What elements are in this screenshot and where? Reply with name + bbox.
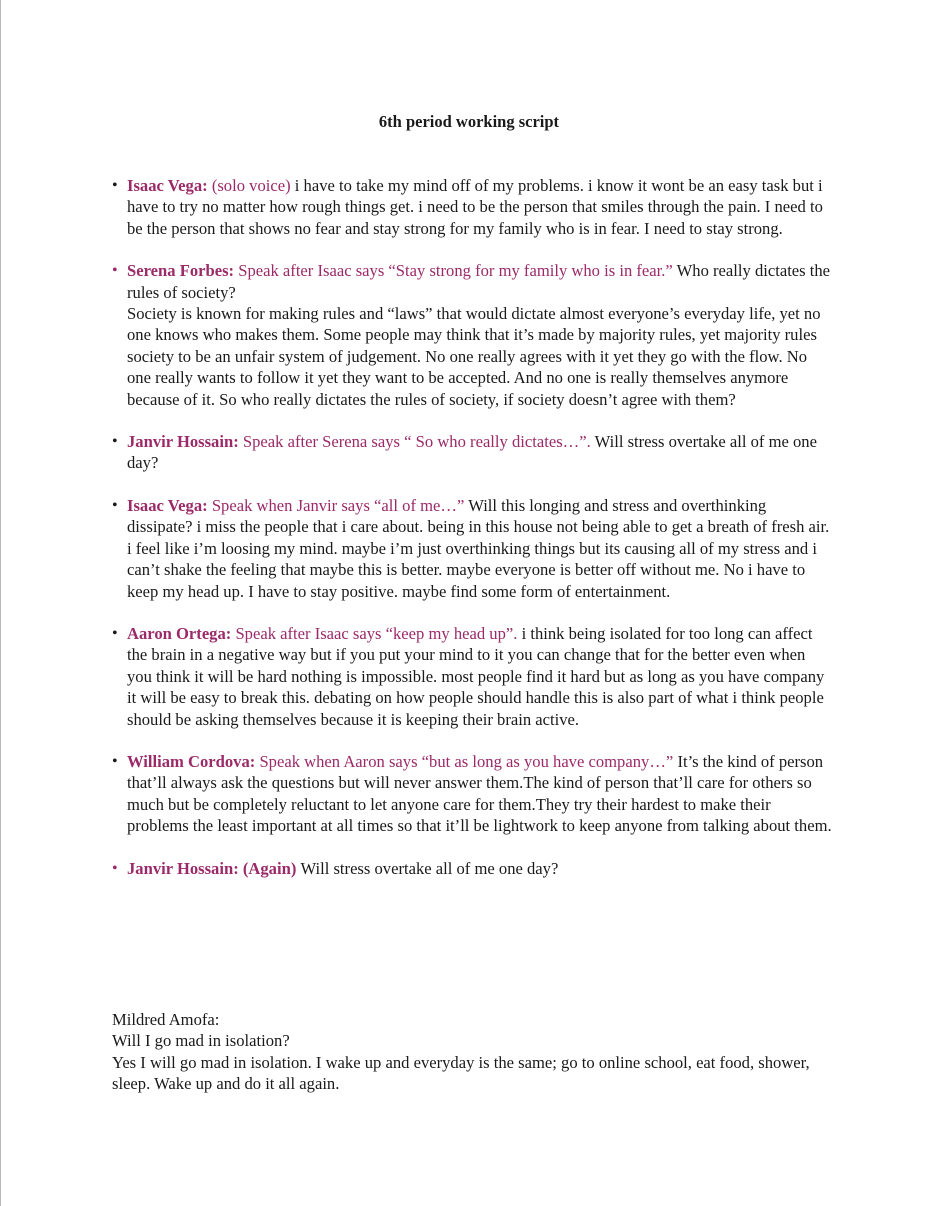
spoken-line: i have to take my mind off of my problems. i know it wont be an easy task but i have to try no matter how rough things get. i need to be the person that smiles through the pain. I need to be the person that shows no fear and stay strong for my family who is in fear. I need to stay strong. — [127, 176, 823, 238]
stage-cue: Speak when Aaron says “but as long as you have company…” — [259, 751, 678, 771]
speaker-name: Isaac Vega: — [127, 176, 212, 195]
closing-speaker: Mildred Amofa: — [112, 1010, 220, 1029]
speaker-name: Janvir Hossain: — [127, 432, 243, 452]
spoken-line: It’s the kind of person that’ll always ask the questions but will never answer them.The kind of person that’ll care for others so much but be completely reluctant to let anyone care for them.They try their hardest to make their problems the least important at all times so that it’ll be lightwork to keep anyone from talking about them. — [127, 751, 832, 836]
script-entry-janvir-2 — [112, 858, 832, 879]
spoken-line: Will stress overtake all of me one day? — [300, 858, 559, 878]
speaker-name: William Cordova: — [127, 751, 260, 771]
bullet-icon: • — [112, 262, 118, 280]
stage-cue: Speak when Janvir says “all of me…” — [211, 495, 469, 515]
script-entry-janvir-1 — [112, 431, 832, 474]
script-entry-aaron — [112, 623, 832, 730]
closing-question: Will I go mad in isolation? — [112, 1031, 290, 1051]
bullet-icon: • — [112, 177, 118, 194]
spoken-line-continuation: Society is known for making rules and “laws” that would dictate almost everyone’s everyday life, yet no one knows who makes them. Some people may think that it’s made by majority rules, yet majority rules society to be an unfair system of judgement. No one really agrees with it yet they go with the flow. No one really wants to follow it yet they want to be accepted. And no one is really themselves anymore because of it. So who really dictates the rules of society, if society doesn’t agree with them? — [127, 304, 821, 409]
bullet-icon: • — [112, 496, 118, 514]
spoken-line: Will stress overtake all of me one day? — [127, 432, 817, 473]
spoken-line: i think being isolated for too long can affect the brain in a negative way but if you put your mind to it you can change that for the better even when you think it will be hard nothing is impossible. most people find it hard but as long as you have company it will be easy to break this. debating on how people should handle this is also part of what i think people should be asking themselves because it is keeping their brain active. — [127, 623, 825, 729]
stage-cue: (solo voice) — [211, 176, 295, 195]
bullet-icon: • — [112, 752, 118, 770]
spoken-line: Will this longing and stress and overthinking dissipate? i miss the people that i care about. being in this house not being able to get a breath of fresh air. i feel like i’m loosing my mind. maybe i’m just overthinking things but its causing all of my stress and i can’t shake the feeling that maybe this is better. maybe everyone is better off without me. No i have to keep my head up. I have to stay positive. maybe find some form of entertainment. — [127, 495, 830, 601]
stage-cue: Speak after Serena says “ So who really dictates…”. — [242, 432, 595, 452]
speaker-name: Isaac Vega: — [127, 495, 212, 515]
stage-cue: Speak after Isaac says “keep my head up”. — [235, 623, 522, 643]
document-title: 6th period working script — [378, 112, 560, 131]
closing-answer: Yes I will go mad in isolation. I wake up and everyday is the same; go to online school, eat food, shower, sleep. Wake up and do it all again. — [112, 1052, 810, 1094]
script-entry-william — [112, 751, 832, 837]
speaker-name: Janvir Hossain: (Again) — [127, 858, 301, 878]
closing-section — [112, 1009, 837, 1095]
stage-cue: Speak after Isaac says “Stay strong for my family who is in fear.” — [238, 261, 677, 281]
bullet-icon: • — [112, 859, 118, 877]
speaker-name: Aaron Ortega: — [127, 623, 236, 643]
spoken-line: Who really dictates the rules of society? — [127, 261, 831, 302]
script-entry-isaac-2 — [112, 495, 832, 602]
script-entry-isaac-1 — [112, 175, 832, 239]
bullet-icon: • — [112, 624, 118, 642]
speaker-name: Serena Forbes: — [127, 261, 239, 281]
script-entry-serena — [112, 260, 832, 410]
script-entries — [112, 175, 832, 900]
bullet-icon: • — [112, 433, 118, 451]
